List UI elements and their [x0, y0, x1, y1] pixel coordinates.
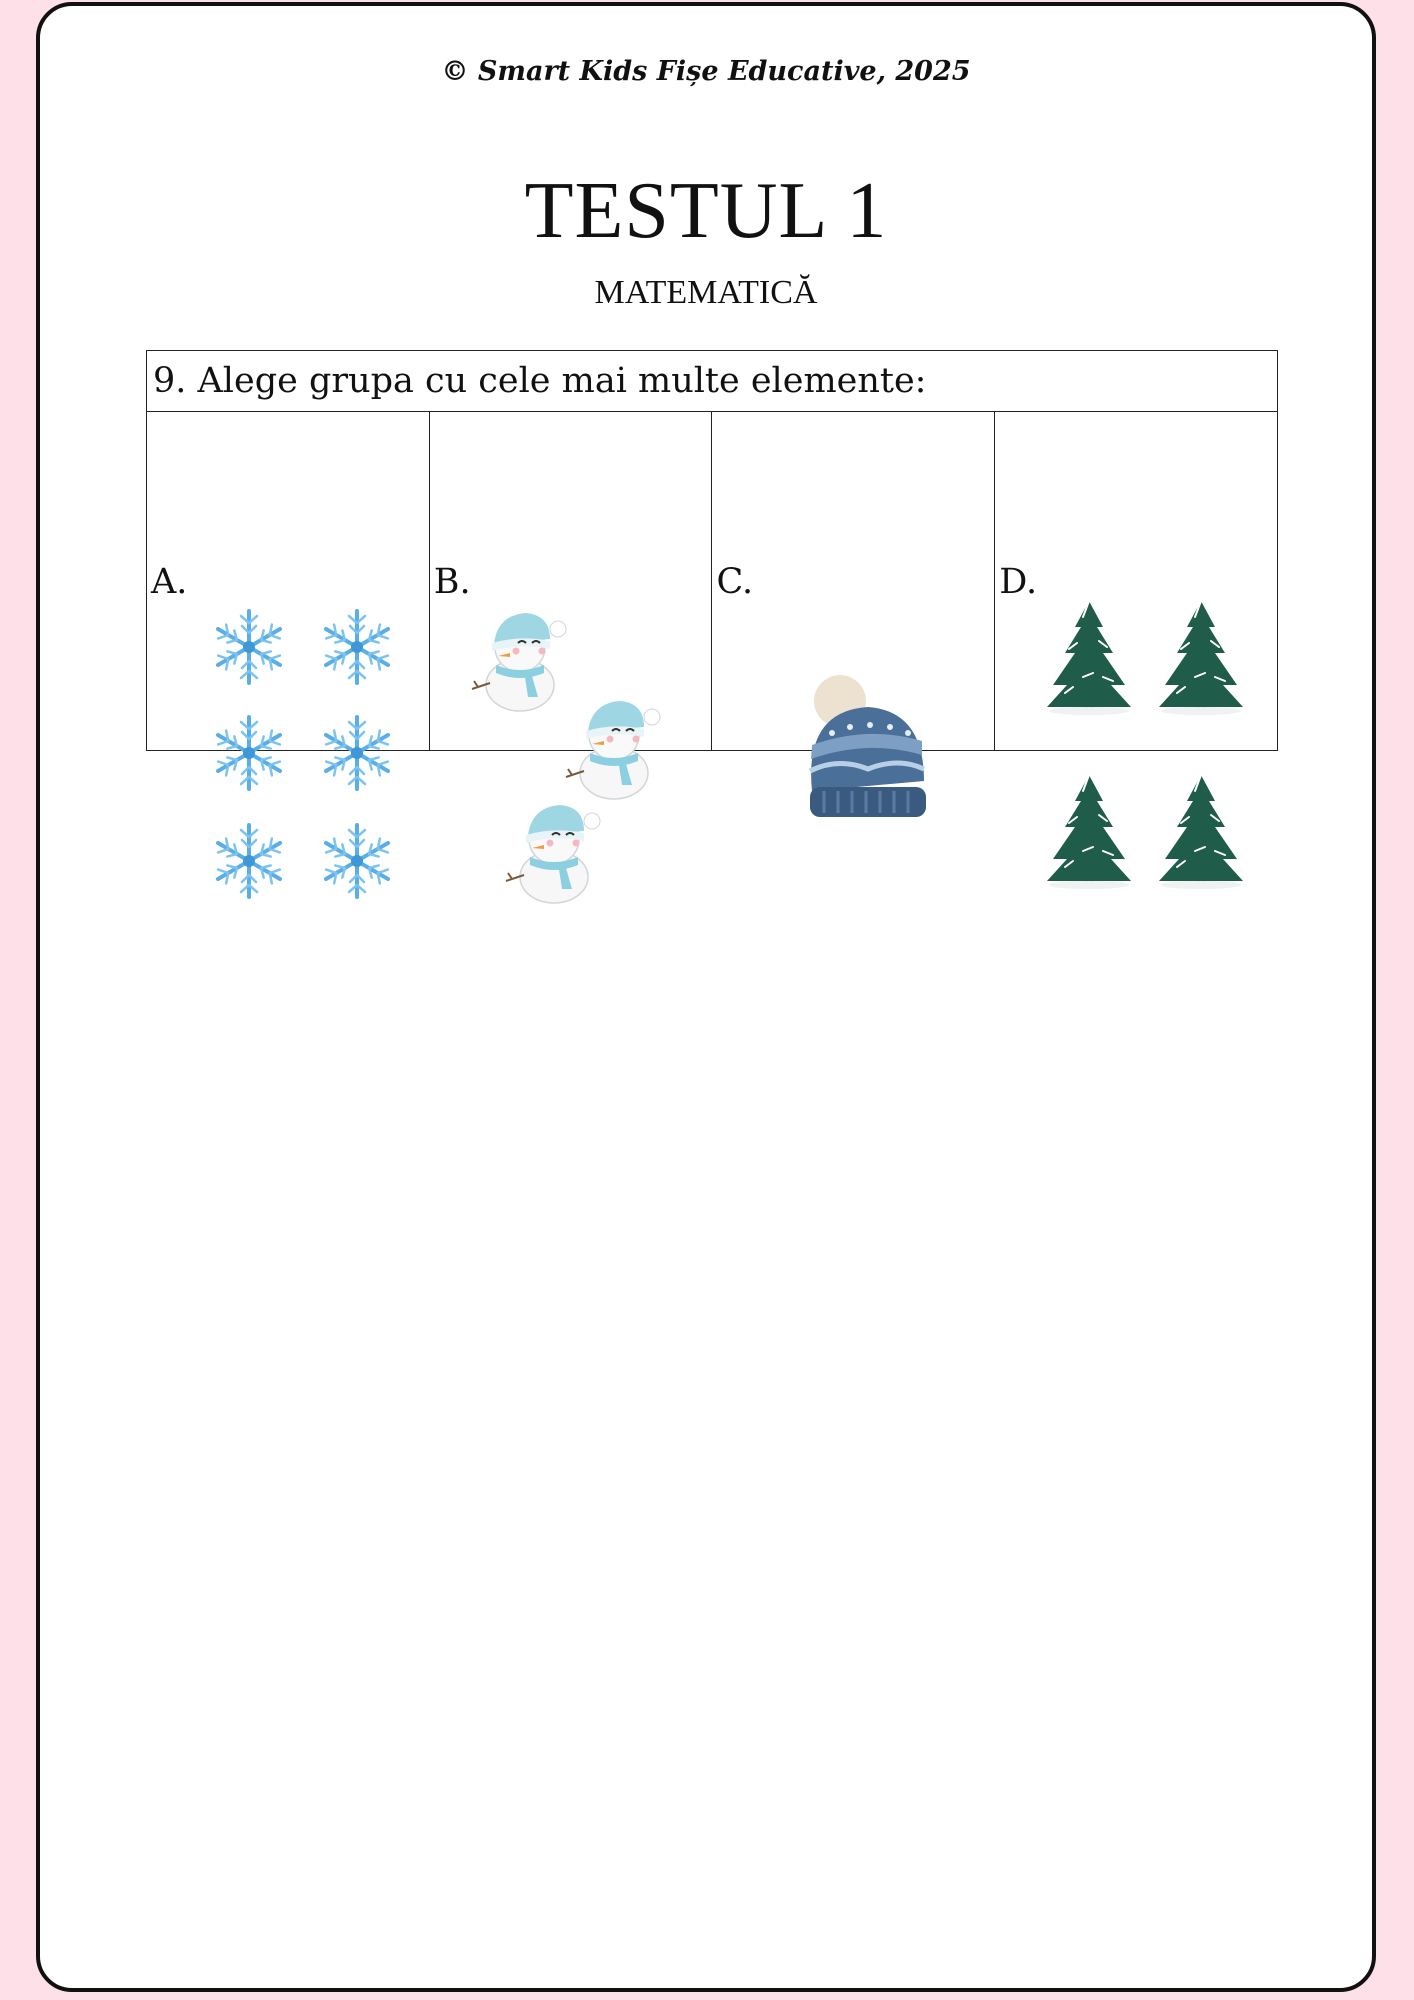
question-table — [146, 350, 1278, 751]
option-b-label: B. — [433, 562, 471, 602]
snowflake-icon — [218, 717, 280, 789]
option-b[interactable] — [429, 412, 712, 751]
pine-tree-icon — [1159, 601, 1243, 715]
snowman-group — [430, 581, 712, 919]
worksheet-page — [36, 2, 1376, 1992]
snowflake-icon — [326, 611, 388, 683]
snowflake-group — [147, 581, 429, 919]
pine-tree-icon — [1047, 601, 1131, 715]
snowflake-icon — [326, 825, 388, 897]
snowman-icon — [472, 613, 566, 711]
tree-group — [995, 581, 1277, 919]
winter-hat-icon — [810, 675, 926, 817]
pine-tree-icon — [1159, 775, 1243, 889]
option-a[interactable] — [147, 412, 430, 751]
option-d[interactable] — [995, 412, 1278, 751]
snowman-icon — [566, 701, 660, 799]
snowman-icon — [506, 805, 600, 903]
option-d-label: D. — [999, 562, 1038, 602]
snowflake-icon — [218, 611, 280, 683]
page-title: TESTUL 1 — [524, 167, 888, 255]
snowflake-icon — [218, 825, 280, 897]
copyright-notice: © Smart Kids Fișe Educative, 2025 — [441, 56, 971, 87]
question-text: 9. Alege grupa cu cele mai multe elemente: — [147, 351, 1278, 412]
option-a-label: A. — [151, 562, 188, 602]
option-c[interactable] — [712, 412, 995, 751]
option-c-label: C. — [716, 562, 754, 602]
hat-group — [712, 581, 994, 919]
pine-tree-icon — [1047, 775, 1131, 889]
snowflake-icon — [326, 717, 388, 789]
subject-heading: MATEMATICĂ — [594, 274, 818, 311]
